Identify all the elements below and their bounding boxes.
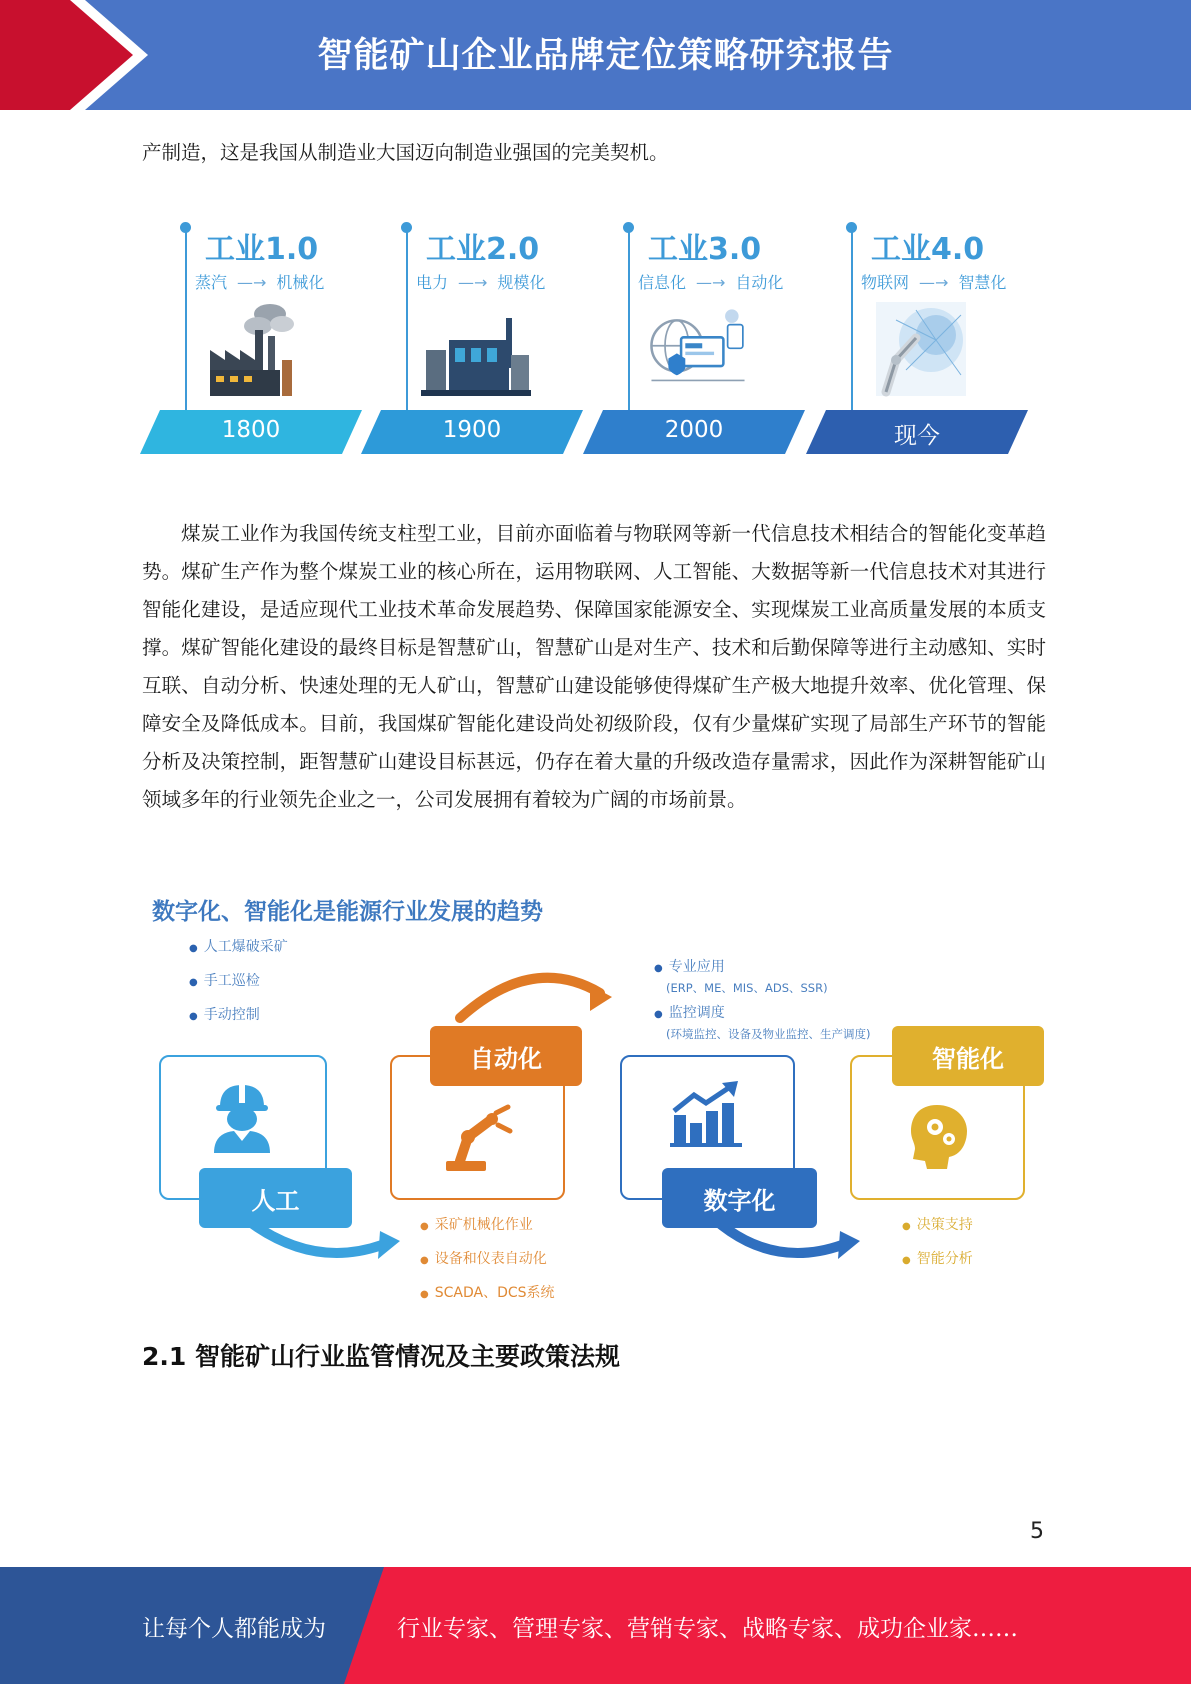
timeline-stage	[583, 212, 803, 462]
stage-from: 物联网	[861, 273, 910, 292]
stage-year: 1900	[442, 417, 502, 443]
stage-to: 规模化	[497, 273, 546, 292]
manual-stage-list	[189, 931, 288, 1033]
page-header	[0, 0, 1191, 110]
timeline-line	[851, 224, 853, 419]
timeline-stage	[806, 212, 1026, 462]
steam-factory-icon	[200, 300, 310, 400]
year-band-label-holder	[140, 410, 362, 454]
timeline-line	[185, 224, 187, 419]
stage-to: 智慧化	[958, 273, 1007, 292]
arrow-icon: —→	[696, 273, 726, 292]
page-number: 5	[1030, 1519, 1044, 1544]
stage-from: 蒸汽	[195, 273, 228, 292]
stage-title: 工业2.0	[426, 232, 540, 267]
stage-to: 机械化	[276, 273, 325, 292]
arrow-icon: —→	[919, 273, 949, 292]
worker-helmet-icon	[212, 1081, 272, 1153]
timeline-stage	[140, 212, 360, 462]
robot-arm-icon	[442, 1103, 514, 1173]
footer-slogan-right: 行业专家、管理专家、营销专家、战略专家、成功企业家……	[397, 1616, 1018, 1642]
year-band-label-holder	[806, 410, 1028, 454]
arrow-icon: —→	[237, 273, 267, 292]
industrial-plant-icon	[421, 300, 531, 400]
list-item: ● 设备和仪表自动化	[420, 1243, 555, 1277]
information-technology-icon	[643, 300, 753, 400]
stage-transition	[861, 270, 1061, 293]
stage-title: 工业4.0	[871, 232, 985, 267]
list-item: ● 监控调度	[654, 1002, 870, 1026]
stage-tag-digital: 数字化	[662, 1168, 817, 1228]
digital-stage-list	[654, 956, 870, 1048]
timeline-stage	[361, 212, 581, 462]
section-heading: 2.1 智能矿山行业监管情况及主要政策法规	[142, 1342, 620, 1371]
timeline-line	[406, 224, 408, 419]
stage-year: 2000	[664, 417, 724, 443]
stage-tag-smart: 智能化	[892, 1026, 1044, 1086]
smart-stage-list	[902, 1209, 973, 1277]
timeline-line	[628, 224, 630, 419]
industry-timeline	[140, 212, 1045, 462]
diagram-title: 数字化、智能化是能源行业发展的趋势	[152, 899, 543, 925]
automation-stage-list	[420, 1209, 555, 1311]
footer-slogan-left: 让每个人都能成为	[142, 1616, 326, 1642]
stage-to: 自动化	[735, 273, 784, 292]
year-band-label-holder	[361, 410, 583, 454]
growth-chart-icon	[670, 1081, 742, 1147]
list-item-detail: (环境监控、设备及物业监控、生产调度)	[666, 1027, 871, 1041]
body-paragraph: 煤炭工业作为我国传统支柱型工业，目前亦面临着与物联网等新一代信息技术相结合的智能化变革趋势。煤矿生产作为整个煤炭工业的核心所在，运用物联网、人工智能、大数据等新一代信息技术对其进行智能化建设，是适应现代工业技术革命发展趋势、保障国家能源安全、实现煤炭工业高质量发展的本质支撑。煤矿智能化建设的最终目标是智慧矿山，智慧矿山是对生产、技术和后勤保障等进行主动感知、实时互联、自动分析、快速处理的无人矿山，智慧矿山建设能够使得煤矿生产极大地提升效率、优化管理、保障安全及降低成本。目前，我国煤矿智能化建设尚处初级阶段，仅有少量煤矿实现了局部生产环节的智能分析及决策控制，距智慧矿山建设目标甚远，仍存在着大量的升级改造存量需求，因此作为深耕智能矿山领域多年的行业领先企业之一，公司发展拥有着较为广阔的市场前景。	[142, 522, 1046, 811]
timeline-dot	[623, 222, 634, 233]
list-item: ● 专业应用	[654, 956, 870, 980]
trend-diagram	[142, 893, 1052, 1308]
stage-title: 工业3.0	[648, 232, 762, 267]
timeline-dot	[180, 222, 191, 233]
list-item: ● 手工巡检	[189, 965, 288, 999]
stage-year: 现今	[894, 423, 940, 449]
list-item-detail: (ERP、ME、MIS、ADS、SSR)	[666, 981, 828, 995]
stage-year: 1800	[221, 417, 281, 443]
list-item: ● 决策支持	[902, 1209, 973, 1243]
report-title: 智能矿山企业品牌定位策略研究报告	[317, 36, 894, 76]
stage-tag-manual: 人工	[199, 1168, 352, 1228]
list-item: ● 人工爆破采矿	[189, 931, 288, 965]
stage-from: 电力	[416, 273, 449, 292]
timeline-dot	[401, 222, 412, 233]
arrow-icon: —→	[458, 273, 488, 292]
list-item: ● 采矿机械化作业	[420, 1209, 555, 1243]
intro-paragraph: 产制造，这是我国从制造业大国迈向制造业强国的完美契机。	[142, 141, 669, 164]
year-band-label-holder	[583, 410, 805, 454]
robot-arm-network-icon	[866, 300, 976, 400]
stage-title: 工业1.0	[205, 232, 319, 267]
page-footer	[0, 1567, 1191, 1684]
timeline-dot	[846, 222, 857, 233]
list-item: ● 手动控制	[189, 999, 288, 1033]
head-gears-icon	[907, 1103, 971, 1171]
list-item: ● 智能分析	[902, 1243, 973, 1277]
stage-tag-automation: 自动化	[430, 1026, 582, 1086]
list-item: ● SCADA、DCS系统	[420, 1277, 555, 1311]
stage-from: 信息化	[638, 273, 687, 292]
